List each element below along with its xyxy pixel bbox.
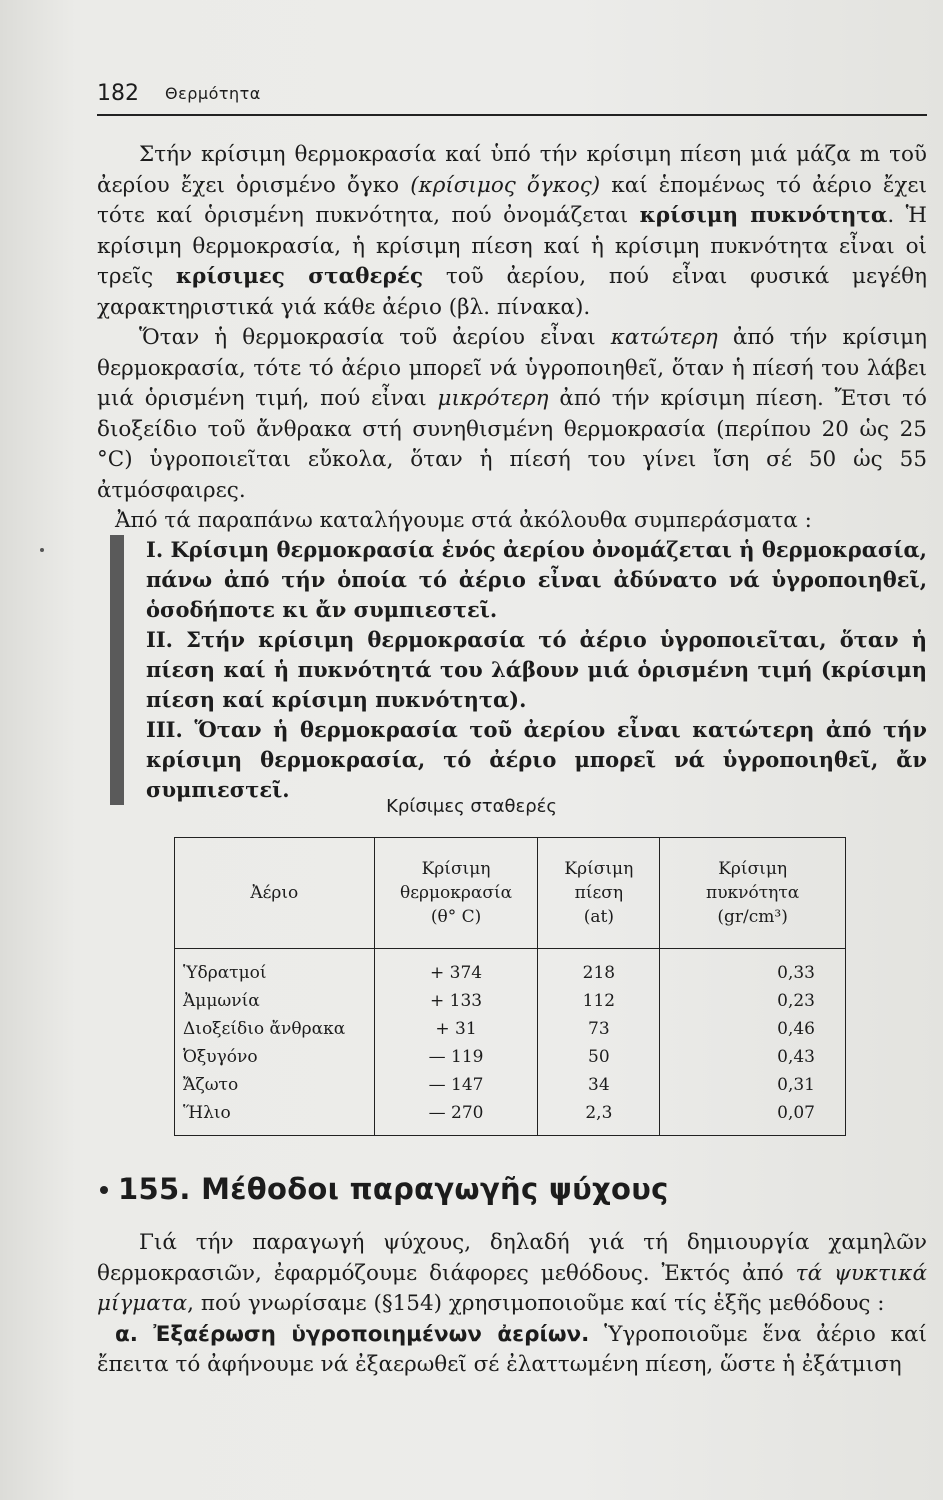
page-number: 182 <box>97 80 139 106</box>
cell-gas: Ὀξυγόνο <box>175 1043 375 1071</box>
section-text <box>97 1228 927 1381</box>
cell-temperature: — 119 <box>374 1043 538 1071</box>
paragraph-cold-production: Γιά τήν παραγωγή ψύχους, δηλαδή γιά τή δημιουργία χαμηλῶν θερμοκρασιῶν, ἐφαρμόζουμε διάφορες μεθόδους. Ἐκτός ἀπό τά ψυκτικά μίγματα, πού γνωρίσαμε (§154) χρησιμοποιοῦμε καί τίς ἑξῆς μεθόδους : <box>97 1230 927 1316</box>
cell-pressure: 73 <box>538 1015 660 1043</box>
cell-pressure: 218 <box>538 949 660 988</box>
cell-temperature: — 147 <box>374 1071 538 1099</box>
cell-density: 0,23 <box>660 987 846 1015</box>
paragraph-method-a: α. Ἐξαέρωση ὑγροποιημένων ἀερίων. Ὑγροποιοῦμε ἕνα ἀέριο καί ἔπειτα τό ἀφήνουμε νά ἐξαερωθεῖ σέ ἐλαττωμένη πίεση, ὥστε ἡ ἐξάτμιση <box>97 1321 927 1377</box>
table-row <box>175 987 846 1015</box>
intro-text <box>97 140 927 537</box>
section-heading: 155. Μέθοδοι παραγωγῆς ψύχους <box>118 1172 669 1206</box>
table-row <box>175 1099 846 1136</box>
cell-pressure: 50 <box>538 1043 660 1071</box>
conclusions-box <box>110 535 927 805</box>
table-caption: Κρίσιμες σταθερές <box>386 796 557 817</box>
table-header-row <box>175 838 846 949</box>
cell-gas: Διοξείδιο ἄνθρακα <box>175 1015 375 1043</box>
header-pressure: Κρίσιμη πίεση (at) <box>538 838 660 949</box>
table-row <box>175 1043 846 1071</box>
cell-gas: Ὑδρατμοί <box>175 949 375 988</box>
margin-dot <box>40 548 44 552</box>
paragraph-liquefaction: Ὅταν ἡ θερμοκρασία τοῦ ἀερίου εἶναι κατώτερη ἀπό τήν κρίσιμη θερμοκρασία, τότε τό ἀέριο μπορεῖ νά ὑγροποιηθεῖ, ὅταν ἡ πίεσή του λάβει μιά ὁρισμένη τιμή, πού εἶναι μικρότερη ἀπό τήν κρίσιμη πίεση. Ἔτσι τό διοξείδιο τοῦ ἄνθρακα στή συνηθισμένη θερμοκρασία (περίπου 20 ὡς 25 °C) ὑγροποιεῖται εὔκολα, ὅταν ἡ πίεσή του γίνει ἴση σέ 50 ὡς 55 ἀτμόσφαιρες. <box>97 325 927 503</box>
running-title: Θερμότητα <box>165 83 261 103</box>
cell-pressure: 2,3 <box>538 1099 660 1136</box>
cell-density: 0,07 <box>660 1099 846 1136</box>
paragraph-critical-density: Στήν κρίσιμη θερμοκρασία καί ὑπό τήν κρίσιμη πίεση μιά μάζα m τοῦ ἀερίου ἔχει ὁρισμένο ὄγκο (κρίσιμος ὄγκος) καί ἑπομένως τό ἀέριο ἔχει τότε καί ὁρισμένη πυκνότητα, πού ὀνομάζεται κρίσιμη πυκνότητα. Ἡ κρίσιμη θερμοκρασία, ἡ κρίσιμη πίεση καί ἡ κρίσιμη πυκνότητα εἶναι οἱ τρεῖς κρίσιμες σταθερές τοῦ ἀερίου, πού εἶναι φυσικά μεγέθη χαρακτηριστικά γιά κάθε ἀέριο (βλ. πίνακα). <box>97 142 927 320</box>
cell-density: 0,31 <box>660 1071 846 1099</box>
cell-temperature: — 270 <box>374 1099 538 1136</box>
cell-gas: Ἄζωτο <box>175 1071 375 1099</box>
cell-gas: Ἥλιο <box>175 1099 375 1136</box>
cell-temperature: + 133 <box>374 987 538 1015</box>
cell-pressure: 34 <box>538 1071 660 1099</box>
section-bullet-icon <box>100 1186 108 1194</box>
critical-constants-table <box>174 837 846 1136</box>
cell-gas: Ἀμμωνία <box>175 987 375 1015</box>
conclusion-2: II. Στήν κρίσιμη θερμοκρασία τό ἀέριο ὑγροποιεῖται, ὅταν ἡ πίεση καί ἡ πυκνότητά του λάβουν μιά ὁρισμένη τιμή (κρίσιμη πίεση καί κρίσιμη πυκνότητα). <box>146 627 927 712</box>
page-header <box>97 72 927 116</box>
cell-density: 0,46 <box>660 1015 846 1043</box>
paragraph-conclusions-intro: Ἀπό τά παραπάνω καταλήγουμε στά ἀκόλουθα συμπεράσματα : <box>115 508 812 533</box>
cell-temperature: + 374 <box>374 949 538 988</box>
table-row <box>175 1071 846 1099</box>
cell-temperature: + 31 <box>374 1015 538 1043</box>
table-row <box>175 1015 846 1043</box>
header-temperature: Κρίσιμη θερμοκρασία (θ° C) <box>374 838 538 949</box>
conclusion-3: III. Ὅταν ἡ θερμοκρασία τοῦ ἀερίου εἶναι κατώτερη ἀπό τήν κρίσιμη θερμοκρασία, τό ἀέριο μπορεῖ νά ὑγροποιηθεῖ, ἄν συμπιεστεῖ. <box>146 717 927 802</box>
cell-density: 0,43 <box>660 1043 846 1071</box>
conclusion-1: I. Κρίσιμη θερμοκρασία ἑνός ἀερίου ὀνομάζεται ἡ θερμοκρασία, πάνω ἀπό τήν ὁποία τό ἀέριο εἶναι ἀδύνατο νά ὑγροποιηθεῖ, ὁσοδήποτε κι ἄν συμπιεστεῖ. <box>146 537 927 622</box>
header-density: Κρίσιμη πυκνότητα (gr/cm³) <box>660 838 846 949</box>
header-gas: Ἀέριο <box>175 838 375 949</box>
cell-pressure: 112 <box>538 987 660 1015</box>
cell-density: 0,33 <box>660 949 846 988</box>
table-row <box>175 949 846 988</box>
